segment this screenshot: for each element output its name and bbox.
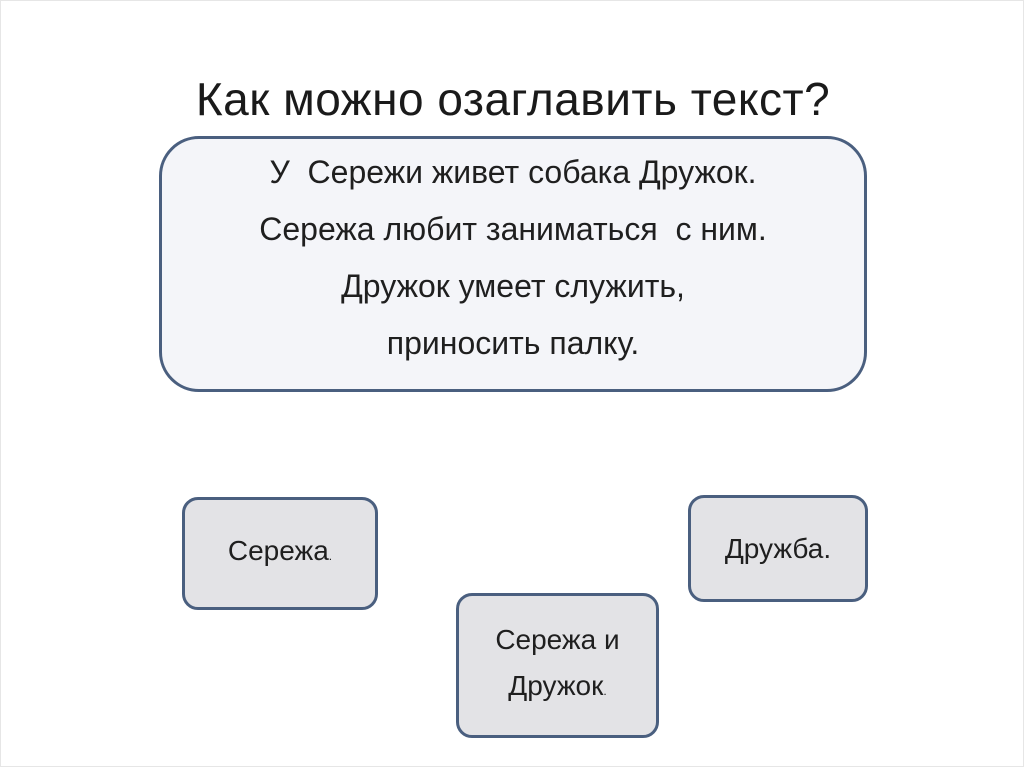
story-line-2: Сережа любит заниматься с ним.: [259, 211, 767, 247]
option-seryozha[interactable]: [182, 497, 378, 610]
story-line-4: приносить палку.: [386, 325, 640, 361]
option-both-line-2: [508, 663, 606, 714]
story-line-1: У Сережи живет собака Дружок.: [269, 154, 757, 190]
option-druzhba-label: Дружба.: [724, 532, 832, 564]
option-both-line-2-text: Дружок: [508, 670, 604, 701]
slide-title: Как можно озаглавить текст?: [195, 73, 831, 125]
option-seryozha-dot: .: [328, 549, 333, 563]
option-seryozha-label: [228, 528, 332, 579]
option-druzhba[interactable]: [688, 495, 868, 602]
option-seryozha-and-druzhok[interactable]: [456, 593, 659, 738]
story-line-3: Дружок умеет служить,: [341, 268, 685, 304]
option-both-line-1: Сережа и: [495, 624, 620, 655]
option-seryozha-text: Сережа: [227, 535, 329, 566]
story-text-box: [159, 136, 867, 392]
option-both-dot: .: [603, 684, 607, 698]
